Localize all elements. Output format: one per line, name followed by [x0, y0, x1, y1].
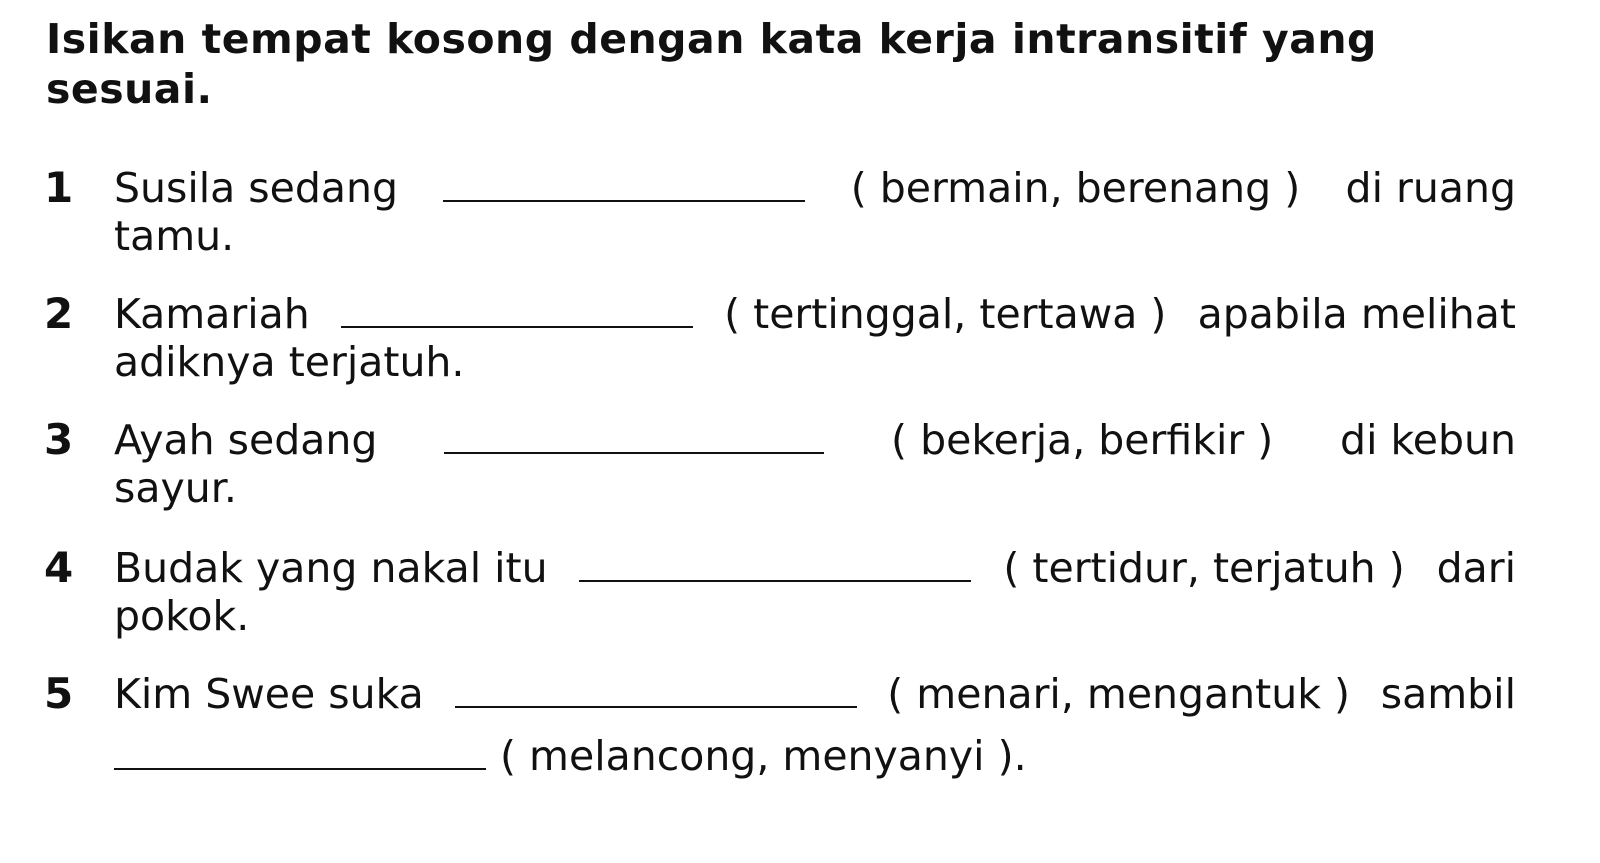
question-line: [114, 670, 1516, 718]
question-4: [0, 544, 1600, 664]
question-text-after: sambil: [1380, 670, 1516, 718]
question-text-before: Kamariah: [114, 290, 310, 338]
question-1: [0, 164, 1600, 284]
question-number: 5: [44, 669, 74, 718]
question-3: [0, 416, 1600, 536]
question-number: 1: [44, 163, 74, 212]
instruction-heading: [46, 14, 1516, 114]
instruction-line-2: sesuai.: [46, 65, 213, 113]
question-number: 4: [44, 543, 74, 592]
answer-blank-2[interactable]: [114, 738, 486, 770]
question-text-before: Susila sedang: [114, 164, 399, 212]
question-continuation-line: [114, 732, 1027, 780]
question-text-after: di ruang: [1345, 164, 1516, 212]
question-number: 3: [44, 415, 74, 464]
answer-options-2: ( melancong, menyanyi ).: [500, 732, 1027, 780]
question-continuation: tamu.: [114, 212, 235, 260]
answer-blank[interactable]: [444, 422, 824, 454]
answer-blank[interactable]: [579, 550, 971, 582]
question-number: 2: [44, 289, 74, 338]
question-text-after: apabila melihat: [1197, 290, 1516, 338]
answer-blank[interactable]: [341, 296, 693, 328]
answer-options: ( bermain, berenang ): [850, 164, 1301, 212]
question-line: [114, 544, 1516, 592]
question-text-after: dari: [1436, 544, 1516, 592]
answer-options: ( menari, mengantuk ): [887, 670, 1350, 718]
question-line: [114, 290, 1516, 338]
question-text-after: di kebun: [1340, 416, 1516, 464]
answer-options: ( tertinggal, tertawa ): [724, 290, 1167, 338]
question-line: [114, 416, 1516, 464]
question-5: [0, 670, 1600, 790]
question-text-before: Budak yang nakal itu: [114, 544, 548, 592]
answer-options: ( tertidur, terjatuh ): [1003, 544, 1405, 592]
question-continuation: adiknya terjatuh.: [114, 338, 465, 386]
answer-blank[interactable]: [455, 676, 857, 708]
question-line: [114, 164, 1516, 212]
question-continuation: sayur.: [114, 464, 237, 512]
instruction-line-1: Isikan tempat kosong dengan kata kerja intransitif yang: [46, 15, 1377, 63]
answer-blank[interactable]: [443, 170, 805, 202]
question-2: [0, 290, 1600, 410]
answer-options: ( bekerja, berfikir ): [891, 416, 1274, 464]
question-continuation: pokok.: [114, 592, 250, 640]
question-text-before: Kim Swee suka: [114, 670, 424, 718]
question-text-before: Ayah sedang: [114, 416, 378, 464]
